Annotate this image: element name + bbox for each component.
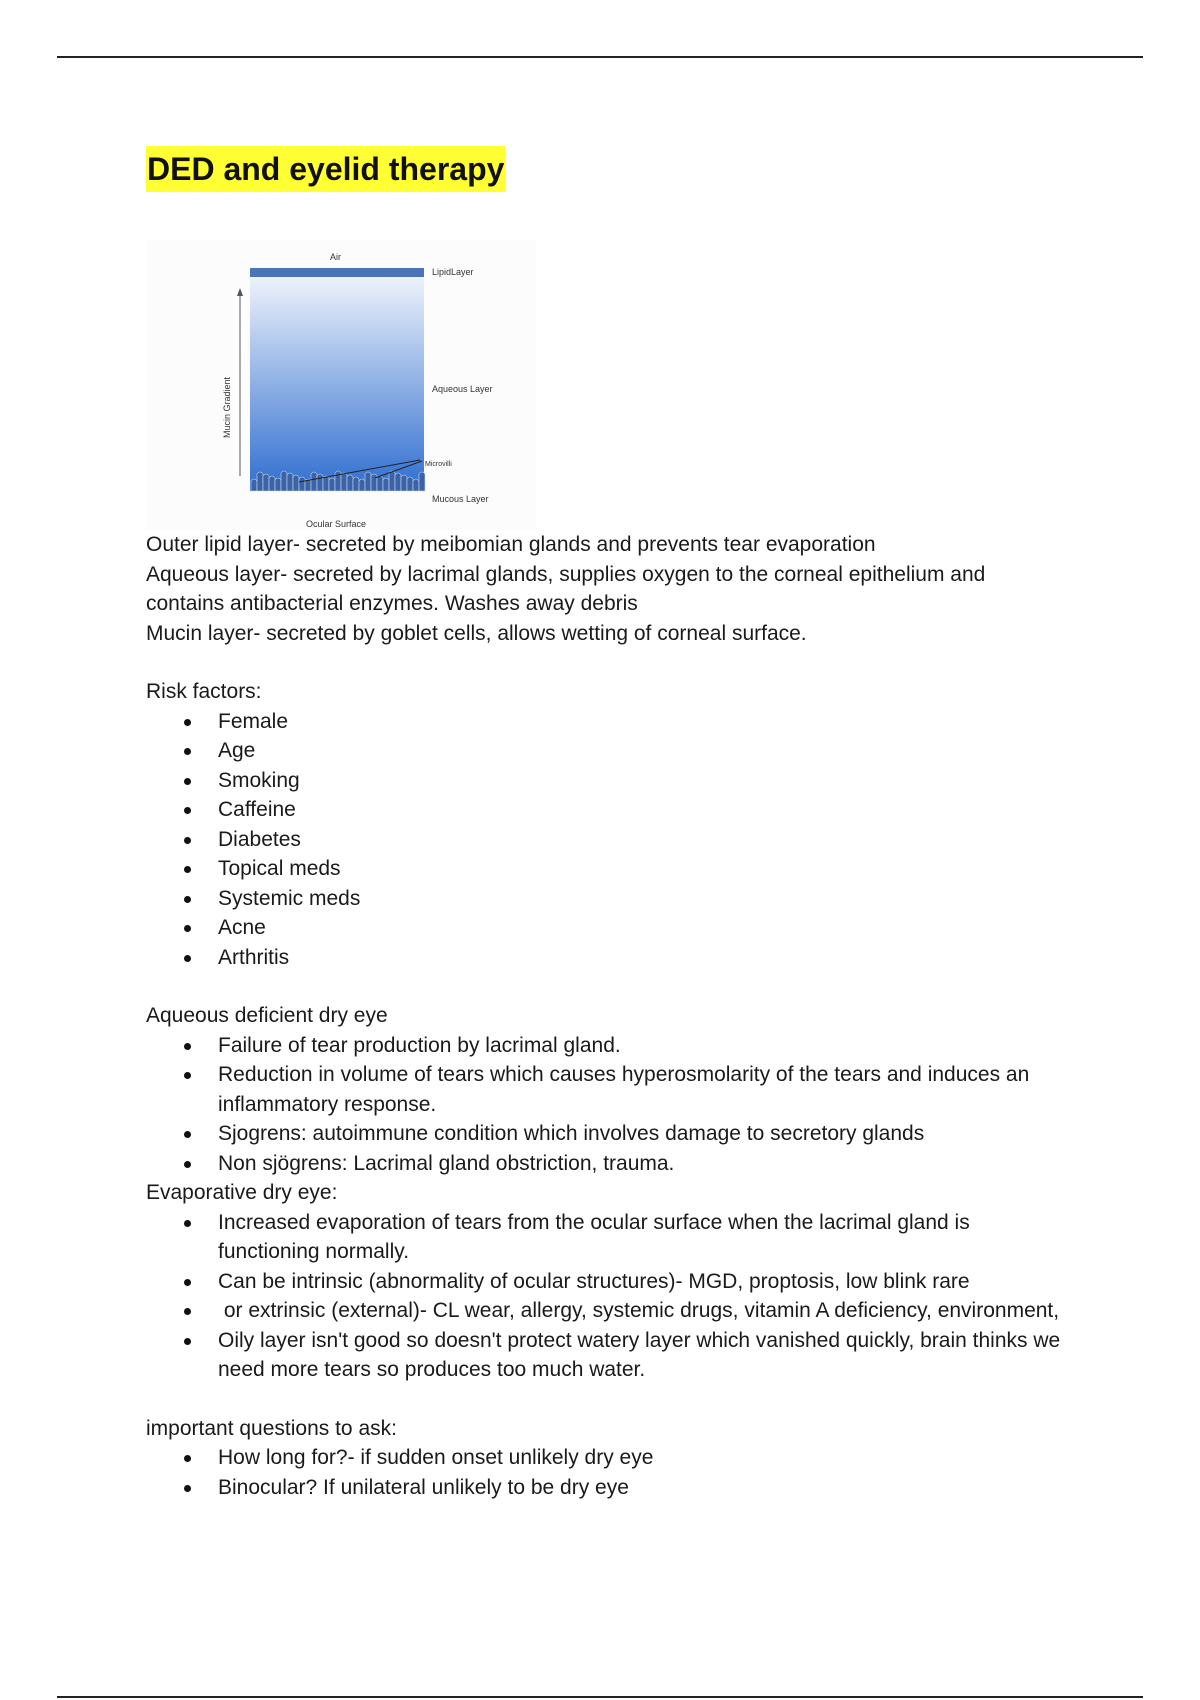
microvillus xyxy=(365,472,371,491)
mucous-layer-label: Mucous Layer xyxy=(432,494,489,504)
list-item: Binocular? If unilateral unlikely to be dry eye xyxy=(146,1473,1066,1503)
microvillus xyxy=(269,476,275,491)
risk-factors-list xyxy=(146,707,1066,973)
aqueous-layer-label: Aqueous Layer xyxy=(432,384,493,394)
aqueous-deficient-list xyxy=(146,1031,1066,1179)
microvillus xyxy=(401,475,407,491)
microvillus xyxy=(347,475,353,491)
microvillus xyxy=(263,474,269,491)
list-item: Diabetes xyxy=(146,825,1066,855)
list-item: Can be intrinsic (abnormality of ocular structures)- MGD, proptosis, low blink rare xyxy=(146,1267,1066,1297)
list-item: Topical meds xyxy=(146,854,1066,884)
microvillus xyxy=(293,475,299,491)
microvilli-label: Microvilli xyxy=(425,461,452,468)
microvillus xyxy=(251,479,257,491)
list-item: Failure of tear production by lacrimal gland. xyxy=(146,1031,1066,1061)
microvillus xyxy=(359,479,365,491)
list-item: How long for?- if sudden onset unlikely dry eye xyxy=(146,1443,1066,1473)
evaporative-list xyxy=(146,1208,1066,1385)
list-item: Arthritis xyxy=(146,943,1066,973)
list-item: or extrinsic (external)- CL wear, allergy, systemic drugs, vitamin A deficiency, environment, xyxy=(146,1296,1066,1326)
bottom-rule xyxy=(57,1696,1143,1698)
ocular-surface-label: Ocular Surface xyxy=(306,519,367,529)
microvillus xyxy=(299,477,305,491)
aqueous-layer-block xyxy=(250,276,424,491)
lipid-layer-bar xyxy=(250,268,424,277)
microvillus xyxy=(413,479,419,491)
microvillus xyxy=(371,474,377,491)
evaporative-heading: Evaporative dry eye: xyxy=(146,1181,338,1204)
microvillus xyxy=(275,478,281,491)
microvillus xyxy=(419,472,425,491)
risk-factors-heading: Risk factors: xyxy=(146,680,262,703)
mucin-layer-text: Mucin layer- secreted by goblet cells, allows wetting of corneal surface. xyxy=(146,621,807,645)
list-item: Oily layer isn't good so doesn't protect watery layer which vanished quickly, brain thinks we need more tears so produces too much water. xyxy=(146,1326,1066,1385)
list-item: Smoking xyxy=(146,766,1066,796)
microvillus xyxy=(389,471,395,491)
list-item: Non sjögrens: Lacrimal gland obstriction, trauma. xyxy=(146,1149,1066,1179)
list-item: Caffeine xyxy=(146,795,1066,825)
microvillus xyxy=(329,478,335,491)
microvillus xyxy=(323,476,329,491)
microvillus xyxy=(317,474,323,491)
microvillus xyxy=(383,478,389,491)
lipid-layer-text: Outer lipid layer- secreted by meibomian glands and prevents tear evaporation xyxy=(146,533,876,556)
list-item: Reduction in volume of tears which causes hyperosmolarity of the tears and induces an inflammatory response. xyxy=(146,1060,1066,1119)
list-item: Female xyxy=(146,707,1066,737)
tear-film-diagram xyxy=(146,240,536,530)
microvillus xyxy=(341,473,347,491)
list-item: Systemic meds xyxy=(146,884,1066,914)
microvillus xyxy=(311,472,317,491)
questions-list xyxy=(146,1443,1066,1502)
aqueous-layer-text: Aqueous layer- secreted by lacrimal glands, supplies oxygen to the corneal epithelium and contains antibacterial enzymes. Washes away debris xyxy=(146,562,986,615)
arrow-head xyxy=(237,288,243,296)
top-rule xyxy=(57,56,1143,58)
mucin-gradient-label: Mucin Gradient xyxy=(222,376,232,438)
questions-heading: important questions to ask: xyxy=(146,1416,397,1440)
notes-body xyxy=(146,530,1066,1502)
microvillus xyxy=(257,472,263,491)
aqueous-deficient-heading: Aqueous deficient dry eye xyxy=(146,1004,388,1027)
page-content xyxy=(146,146,1066,1502)
microvillus xyxy=(395,473,401,491)
microvillus xyxy=(281,471,287,491)
list-item: Increased evaporation of tears from the ocular surface when the lacrimal gland is functioning normally. xyxy=(146,1208,1066,1267)
microvillus xyxy=(287,473,293,491)
microvillus xyxy=(353,477,359,491)
microvillus xyxy=(377,476,383,491)
microvillus xyxy=(335,471,341,491)
page-title: DED and eyelid therapy xyxy=(146,146,505,192)
microvillus xyxy=(407,477,413,491)
air-label: Air xyxy=(330,252,341,262)
list-item: Acne xyxy=(146,913,1066,943)
list-item: Age xyxy=(146,736,1066,766)
list-item: Sjogrens: autoimmune condition which involves damage to secretory glands xyxy=(146,1119,1066,1149)
lipid-layer-label: LipidLayer xyxy=(432,267,474,277)
